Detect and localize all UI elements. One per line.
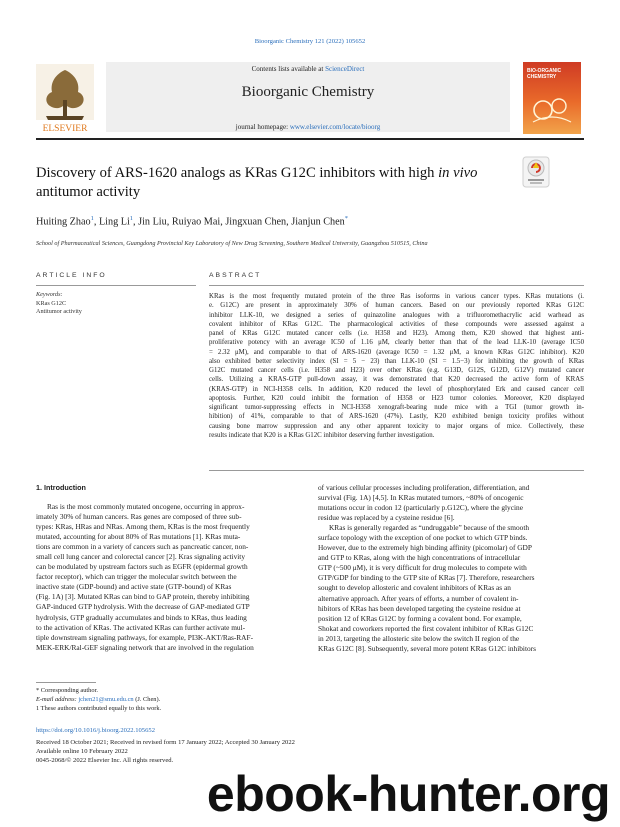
- abstract-rule: [209, 285, 584, 286]
- journal-name: Bioorganic Chemistry: [241, 84, 375, 100]
- body-line: GTP/GDP for binding to the GTP site of KRas [7]. Therefore, researchers: [318, 573, 535, 583]
- body-line: hydrolysis, GTP gradually accumulates and binds to KRas, thus leading: [36, 612, 247, 622]
- keyword: Antitumor activity: [36, 308, 82, 316]
- available-date: Available online 10 February 2022: [36, 748, 128, 756]
- journal-reference[interactable]: Bioorganic Chemistry 121 (2022) 105652: [254, 38, 366, 45]
- title-part1: Discovery of ARS-1620 analogs as KRas G12C inhibitors with high: [36, 165, 439, 181]
- homepage-link[interactable]: www.elsevier.com/locate/bioorg: [289, 123, 381, 131]
- body-line: imately 30% of human cancers. Ras genes are composed of three sub-: [36, 512, 242, 522]
- sciencedirect-link[interactable]: ScienceDirect: [325, 65, 365, 73]
- body-line: tions are common in a variety of cancers such as pancreatic cancer, non-: [36, 542, 249, 552]
- check-for-updates-icon: [522, 156, 550, 188]
- abstract-line: also exhibited better selectivity index (SI = 5 − 23) than LLK-10 (SI = 1.5−3) for inhibiting the growth of KRas: [209, 357, 584, 365]
- homepage-line: [106, 123, 510, 131]
- abstract-line: panel of KRas G12C mutated cancer cells (i.e. H358 and H23). Among them, K20 showed that highest anti-: [209, 330, 584, 337]
- email-suffix: (J. Chen).: [133, 696, 161, 704]
- email-link[interactable]: jchen21@smu.edu.cn: [78, 696, 134, 704]
- doi-link[interactable]: https://doi.org/10.1016/j.bioorg.2022.105652: [36, 727, 155, 734]
- body-line: MEK-ERK/Ral-GEF signaling network that are involved in the regulation: [36, 642, 254, 652]
- equal-contribution-note: 1 These authors contributed equally to this work.: [36, 705, 162, 713]
- body-line: to the activation of KRas. The activated KRas can further activate mul-: [36, 622, 246, 632]
- author-mark[interactable]: *: [344, 215, 348, 222]
- body-line: alternative approach. After years of efforts, a number of covalent in-: [318, 593, 519, 603]
- affiliation: School of Pharmaceutical Sciences, Guangdong Provincial Key Laboratory of New Drug Screening, Southern Medical University, Guangzhou 510515, China: [36, 240, 428, 247]
- abstract-line: significant tumor-suppressing effects in NCI-H358 xenograft-bearing nude mice with a TGI (tumor growth in-: [209, 404, 584, 411]
- body-line: small cell lung cancer and colorectal cancer [2]. Kras signaling activity: [36, 552, 246, 562]
- corresponding-author-note: * Corresponding author.: [36, 687, 98, 694]
- body-line: mutated, accounting for about 80% of Ras mutations [1]. KRas muta-: [36, 532, 241, 542]
- abstract-line: G12C mutated cancer cells (i.e. H358 and H23) over other KRas (e.g. G13D, G12S, G12D, G12V) mutated cancer: [209, 367, 584, 374]
- introduction-heading: 1. Introduction: [36, 483, 86, 492]
- title-part2: antitumor activity: [36, 184, 141, 200]
- author[interactable]: Huiting Zhao: [36, 216, 91, 228]
- author-mark[interactable]: 1: [129, 215, 134, 222]
- body-line: GAP-induced GTP hydrolysis. With the decrease of GAP-mediated GTP: [36, 602, 250, 612]
- body-line: tiple downstream signaling pathways, for example, PI3K-AKT/Ras-RAF-: [36, 632, 254, 642]
- body-column-left: [36, 502, 302, 653]
- cover-title: BIO-ORGANIC CHEMISTRY: [527, 68, 562, 80]
- check-for-updates-badge[interactable]: [522, 156, 550, 188]
- body-line: surface topology with the exception of one pocket to which GTP binds.: [318, 533, 528, 543]
- footnotes: [36, 686, 306, 714]
- abstract-line: inhibitor LLK-10, we designed a series of quinazoline analogues with a trifluoromethacrylic acid warhead as: [209, 311, 584, 319]
- header-rule: [36, 138, 584, 140]
- body-line: KRas G12C [8]. Subsequently, several more potent KRas G12C inhibitors: [318, 643, 536, 653]
- elsevier-logo: [36, 64, 94, 134]
- body-line: and GTP to KRas, along with the high concentrations of intracellular: [318, 553, 521, 563]
- abstract-line: KRas is the most frequently mutated protein of the three Ras isoforms in various cancer types. KRas mutations (i.: [209, 293, 584, 300]
- author[interactable]: Ruiyao Mai: [171, 216, 221, 228]
- body-line: GTP (~500 μM), it is very difficult for drug molecules to compete with: [318, 563, 527, 573]
- keyword: KRas G12C: [36, 300, 67, 307]
- publisher-name: ELSEVIER: [42, 124, 88, 134]
- article-info-rule: [36, 285, 196, 286]
- footnote-rule: [36, 682, 96, 683]
- author[interactable]: Ling Li: [98, 216, 130, 228]
- author[interactable]: Jin Liu: [138, 216, 167, 228]
- abstract-line: apoptosis. Further, K20 could inhibit the formation of H358 or H23 tumor colonies. Moreover, K20 displayed: [209, 394, 584, 402]
- body-line: hibitors of KRas has been developed targeting the cysteine residue at: [318, 603, 521, 613]
- body-column-right: [318, 483, 584, 654]
- abstract-text: [209, 292, 584, 440]
- abstract-line: (KRAS-GTP) in NCI-H358 cells. In addition, K20 reduced the level of phosphorylated Erk and caused cancer cell: [209, 385, 584, 393]
- abstract-line: proliferative potency with an average IC50 of 1.16 μM, clearly better than that of the lead LLK-10 (average IC50: [209, 339, 584, 347]
- received-dates: Received 18 October 2021; Received in revised form 17 January 2022; Accepted 30 January 2022: [36, 739, 295, 746]
- body-line: survival (Fig. 1A) [4,5]. In KRas mutated tumors, ~80% of oncogenic: [318, 493, 524, 503]
- abstract-line: hibition) of 41%, comparable to that of ARS-1620 (47%). Lastly, K20 exhibited benign toxicity profiles without: [209, 413, 584, 421]
- body-line: Shokat and coworkers reported the first covalent inhibitor of KRas G12C: [318, 623, 534, 633]
- contents-prefix: Contents lists available at: [251, 65, 326, 73]
- article-title: [36, 164, 506, 202]
- body-line: position 12 of KRas G12C by forming a covalent bond. For example,: [318, 613, 522, 623]
- body-line: KRas is generally regarded as “undruggable” because of the smooth: [329, 523, 530, 533]
- body-line: in 2013, targeting the allosteric site below the switch II region of the: [318, 633, 520, 643]
- author-list: Huiting Zhao$^1$, Ling Li$^1$, Jin Liu, Ruiyao Mai, Jingxuan Chen, Jianjun Chen*: [36, 215, 348, 228]
- journal-cover: [523, 62, 581, 134]
- body-line: residue was replaced by a cysteine residue [6].: [318, 513, 455, 523]
- abstract-heading: ABSTRACT: [209, 272, 262, 279]
- email-label: E-mail address:: [36, 696, 79, 704]
- publication-dates: [36, 738, 295, 766]
- body-line: However, due to the extremely high binding affinity (picomolar) of GDP: [318, 543, 532, 553]
- body-line: factor receptor), which can trigger the molecular switch between the: [36, 572, 237, 582]
- watermark: ebook-hunter.org: [206, 766, 610, 822]
- article-info-heading: ARTICLE INFO: [36, 272, 107, 279]
- body-line: mutations occur in codon 12 (particularly p.G12C), where the glycine: [318, 503, 523, 513]
- author-mark[interactable]: 1: [90, 215, 94, 222]
- abstract-line: covalent inhibitor of KRas G12C. The pharmacological activities of these compounds were assessed against a: [209, 320, 584, 328]
- abstract-bottom-rule: [209, 470, 584, 471]
- body-line: types: KRas, HRas and NRas. Among them, KRas is the most frequently: [36, 522, 250, 532]
- homepage-prefix: journal homepage:: [235, 123, 290, 131]
- contents-line: [106, 65, 510, 73]
- body-line: of various cellular processes including proliferation, differentiation, and: [318, 483, 530, 492]
- body-line: can be modulated by upstream factors such as EGFR (epidermal growth: [36, 562, 248, 572]
- email-line: [36, 695, 306, 704]
- keywords-list: [36, 300, 82, 317]
- abstract-line: results indicate that K20 is a KRas G12C inhibitor deserving further investigation.: [209, 431, 435, 439]
- body-line: inactive state (GDP-bound) and active state (GTP-bound) of KRas: [36, 582, 232, 592]
- title-italic: in vivo: [438, 165, 478, 181]
- abstract-line: causing bone marrow suppression and any other apparent toxicity to major organs of mice. Collectively, these: [209, 422, 584, 430]
- body-line: (Fig. 1A) [3]. Mutated KRas can bind to GAP protein, thereby inhibiting: [36, 592, 250, 602]
- keywords-label: Keywords:: [36, 291, 63, 298]
- copyright-line: 0045-2068/© 2022 Elsevier Inc. All rights reserved.: [36, 757, 174, 765]
- body-line: Ras is the most commonly mutated oncogene, occurring in approx-: [47, 502, 245, 511]
- abstract-line: = 2.32 μM), and comparable to that of ARS-1620 (average IC50 = 1.32 μM, a known KRas G12C inhibitor). K20: [209, 348, 584, 356]
- author[interactable]: Jianjun Chen: [291, 216, 345, 228]
- abstract-line: cells. Utilizing a KRAS-GTP pull-down assay, it was demonstrated that K20 decreased the active form of KRAS: [209, 376, 584, 384]
- cover-art: [529, 92, 575, 128]
- author[interactable]: Jingxuan Chen: [225, 216, 287, 228]
- abstract-line: e. G12C) are present in approximately 30% of human cancers. Based on our previously reported KRas G12C: [209, 302, 584, 310]
- body-line: sought to develop allosteric and covalent inhibitors of KRas as an: [318, 583, 511, 593]
